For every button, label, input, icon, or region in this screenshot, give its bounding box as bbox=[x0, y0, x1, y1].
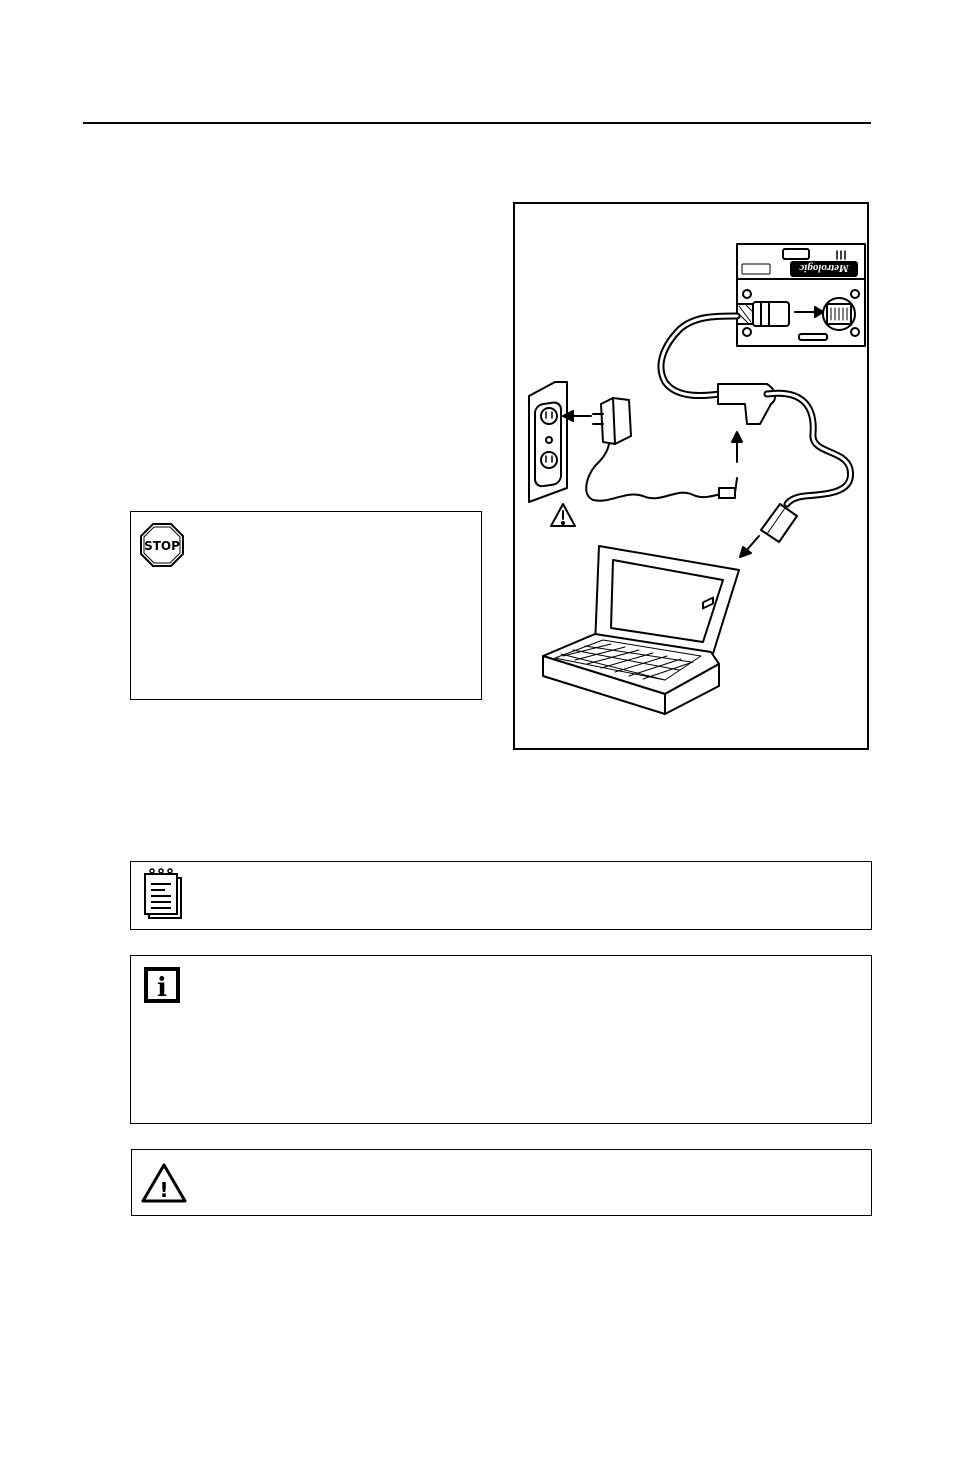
serial-connector-icon bbox=[761, 504, 797, 542]
scanner-icon bbox=[737, 244, 865, 346]
stop-callout-box bbox=[130, 511, 482, 700]
arrow-up-icon bbox=[732, 432, 742, 462]
rj-plug-icon bbox=[737, 302, 789, 326]
wall-outlet-icon bbox=[529, 382, 567, 502]
power-jack-icon bbox=[719, 478, 737, 498]
info-callout-box bbox=[130, 955, 872, 1124]
notepad-icon bbox=[141, 866, 187, 922]
warning-callout-box bbox=[131, 1149, 872, 1216]
connection-diagram bbox=[515, 204, 867, 748]
cable-splitter-icon bbox=[718, 384, 775, 424]
power-cord-icon bbox=[586, 444, 721, 501]
info-icon bbox=[143, 966, 181, 1004]
stop-sign-icon bbox=[139, 522, 185, 568]
power-adapter-icon bbox=[593, 398, 631, 444]
header-rule bbox=[83, 122, 871, 124]
warning-icon-label: ! bbox=[159, 1178, 169, 1202]
stop-sign-label: STOP bbox=[144, 539, 180, 553]
connection-illustration bbox=[513, 202, 869, 750]
note-callout-box bbox=[130, 861, 872, 930]
arrow-to-laptop-icon bbox=[740, 536, 759, 557]
scanner-brand-label: Metrologic bbox=[799, 262, 849, 274]
caution-triangle-icon bbox=[551, 504, 575, 526]
laptop-icon bbox=[543, 546, 739, 714]
warning-triangle-icon bbox=[140, 1162, 188, 1204]
info-icon-label: i bbox=[157, 973, 167, 1003]
